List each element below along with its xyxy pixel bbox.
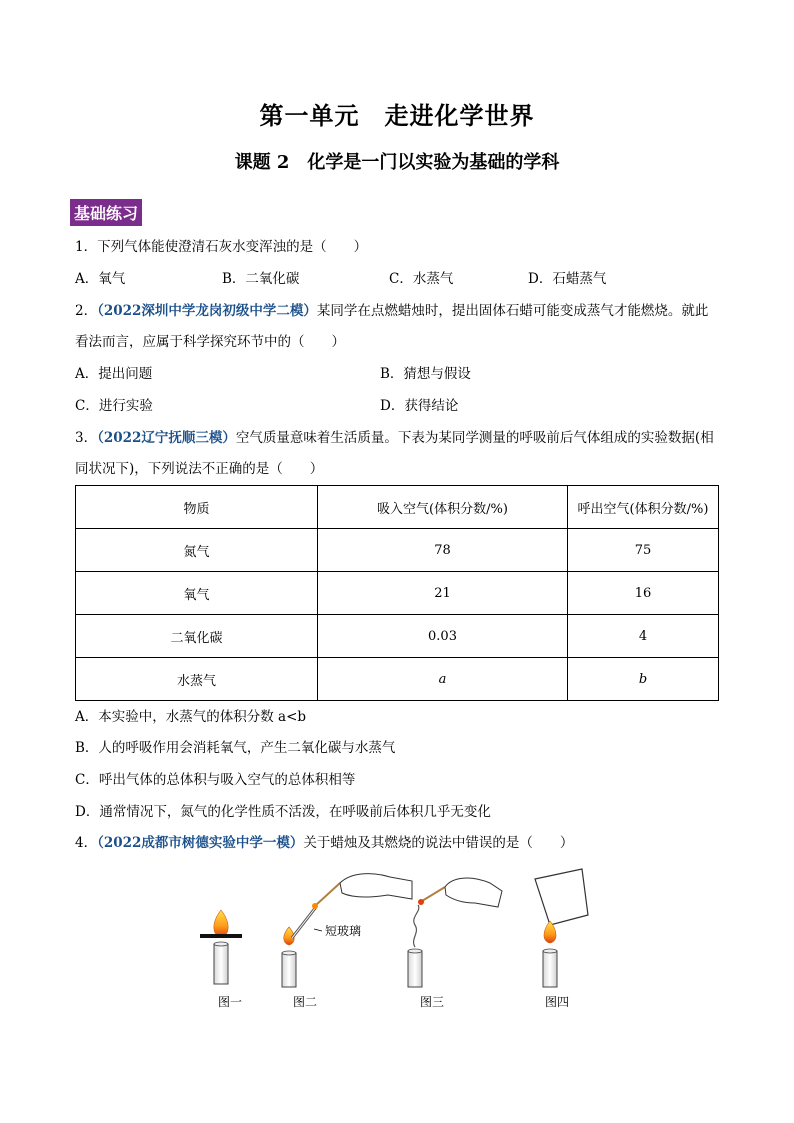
q3-option-c: C．呼出气体的总体积与吸入空气的总体积相等 — [75, 772, 356, 788]
q1-option-a: A．氧气 — [75, 271, 126, 287]
q1-option-b: B．二氧化碳 — [222, 271, 300, 287]
table-header-cell: 物质 — [76, 486, 318, 529]
candle-shape — [214, 944, 228, 984]
q4-source: （2022成都市树德实验中学一模） — [97, 835, 304, 851]
candle-shape — [282, 953, 296, 987]
candle-shape — [408, 951, 422, 987]
table-cell: 75 — [568, 529, 719, 572]
q2-option-a: A．提出问题 — [75, 366, 153, 382]
gas-composition-table — [75, 485, 719, 701]
q1-stem: 1．下列气体能使澄清石灰水变浑浊的是（ ） — [75, 239, 368, 255]
q3-option-a: A．本实验中，水蒸气的体积分数 a<b — [75, 709, 307, 725]
match-stick-icon — [316, 883, 340, 905]
figure-one-group — [200, 910, 242, 984]
q2-option-d: D．获得结论 — [380, 398, 459, 414]
q2-stem-line2: 看法而言，应属于科学探究环节中的（ ） — [75, 334, 345, 350]
q3-stem-line1 — [75, 428, 714, 448]
q3-option-d: D．通常情况下，氮气的化学性质不活泼，在呼吸前后体积几乎无变化 — [75, 804, 491, 820]
table-header-cell: 呼出空气(体积分数/%) — [568, 486, 719, 529]
hand-icon — [445, 878, 502, 907]
table-cell: 0.03 — [318, 615, 568, 658]
candle-shape — [543, 951, 557, 987]
figure-four-group — [535, 869, 588, 987]
match-stick-icon — [422, 887, 445, 901]
q3-stem-line2: 同状况下)，下列说法不正确的是（ ） — [75, 461, 324, 477]
table-cell: b — [568, 658, 719, 701]
table-cell: 水蒸气 — [76, 658, 318, 701]
figure-caption-1: 图一 — [218, 995, 243, 1009]
q3-option-b: B．人的呼吸作用会消耗氧气，产生二氧化碳与水蒸气 — [75, 740, 396, 756]
table-cell: 21 — [318, 572, 568, 615]
q2-number: 2． — [75, 303, 98, 319]
q2-stem-text: 某同学在点燃蜡烛时，提出固体石蜡可能变成蒸气才能燃烧。就此 — [316, 303, 709, 319]
q1-option-c: C．水蒸气 — [389, 271, 454, 287]
hand-icon — [340, 874, 412, 899]
table-row — [76, 615, 719, 658]
table-cell: 78 — [318, 529, 568, 572]
table-cell: a — [318, 658, 568, 701]
lesson-subtitle: 课题 2 化学是一门以实验为基础的学科 — [234, 152, 560, 173]
table-row — [76, 572, 719, 615]
q2-option-c: C．进行实验 — [75, 398, 153, 414]
figure-caption-3: 图三 — [420, 995, 445, 1009]
beaker-icon — [535, 869, 588, 925]
table-header-cell: 吸入空气(体积分数/%) — [318, 486, 568, 529]
page-title: 第一单元 走进化学世界 — [259, 101, 535, 130]
q2-option-b: B．猜想与假设 — [380, 366, 471, 382]
q4-stem-line — [75, 833, 573, 853]
q3-source: （2022辽宁抚顺三模） — [97, 430, 236, 446]
table-cell: 氧气 — [76, 572, 318, 615]
card-shape — [200, 934, 242, 938]
q3-number: 3． — [75, 430, 98, 446]
candle-experiments-figure — [190, 865, 610, 1015]
figure-three-group — [408, 878, 502, 987]
table-cell: 4 — [568, 615, 719, 658]
section-badge: 基础练习 — [70, 199, 142, 226]
table-cell: 16 — [568, 572, 719, 615]
table-cell: 氮气 — [76, 529, 318, 572]
q2-source: （2022深圳中学龙岗初级中学二模） — [97, 303, 317, 319]
q1-option-d: D．石蜡蒸气 — [528, 271, 607, 287]
short-glass-label: 短玻璃 — [325, 924, 362, 938]
q4-stem-text: 关于蜡烛及其燃烧的说法中错误的是（ ） — [303, 835, 574, 851]
table-row — [76, 658, 719, 701]
q4-number: 4． — [75, 835, 98, 851]
q3-stem-text: 空气质量意味着生活质量。下表为某同学测量的呼吸前后气体组成的实验数据(相 — [235, 430, 714, 446]
table-header-row — [76, 486, 719, 529]
flame-icon — [214, 910, 228, 937]
smoke-icon — [414, 905, 419, 947]
table-cell: 二氧化碳 — [76, 615, 318, 658]
figure-caption-4: 图四 — [545, 995, 570, 1009]
q2-stem-line1 — [75, 301, 708, 321]
table-row — [76, 529, 719, 572]
figure-caption-2: 图二 — [293, 995, 318, 1009]
